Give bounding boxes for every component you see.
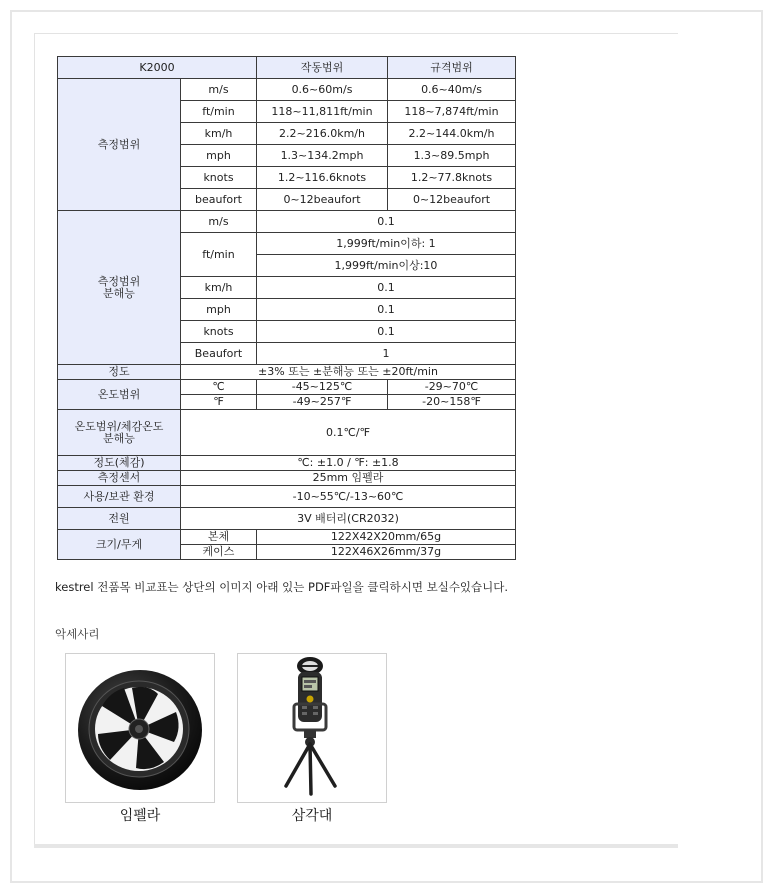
spec-table	[57, 56, 516, 560]
resolution-label	[58, 211, 181, 365]
tripod-caption: 삼각대	[291, 808, 333, 824]
tripod-image	[238, 654, 386, 802]
environment-label: 사용/보관 환경	[58, 486, 181, 508]
table-row	[58, 530, 516, 545]
temp-range-label: 온도범위	[58, 380, 181, 410]
temp-accuracy-value: ℃: ±1.0 / ℉: ±1.8	[181, 456, 516, 471]
measure-range-label: 측정범위	[58, 79, 181, 211]
power-label: 전원	[58, 508, 181, 530]
resolution-label-line2: 분해능	[103, 286, 135, 300]
panel-bottom-border	[34, 844, 678, 848]
operating-cell: -49~257℉	[257, 395, 388, 410]
temp-resolution-label	[58, 410, 181, 456]
tripod-thumbnail[interactable]	[237, 653, 387, 803]
spec-cell: 1.2~77.8knots	[388, 167, 516, 189]
operating-cell: 1.3~134.2mph	[257, 145, 388, 167]
operating-cell: 0.6~60m/s	[257, 79, 388, 101]
operating-cell: -45~125℃	[257, 380, 388, 395]
operating-cell: 118~11,811ft/min	[257, 101, 388, 123]
unit-cell: ℉	[181, 395, 257, 410]
environment-value: -10~55℃/-13~60℃	[181, 486, 516, 508]
table-row	[58, 79, 516, 101]
meter-screen	[302, 677, 318, 691]
spec-cell: -29~70℃	[388, 380, 516, 395]
value-cell: 0.1	[257, 321, 516, 343]
model-header: K2000	[58, 57, 257, 79]
unit-cell: km/h	[181, 123, 257, 145]
spec-range-header: 규격범위	[388, 57, 516, 79]
unit-cell: ft/min	[181, 101, 257, 123]
spec-cell: 0~12beaufort	[388, 189, 516, 211]
table-row	[58, 365, 516, 380]
operating-cell: 1.2~116.6knots	[257, 167, 388, 189]
unit-cell: Beaufort	[181, 343, 257, 365]
unit-cell: m/s	[181, 79, 257, 101]
table-row	[58, 508, 516, 530]
temp-resolution-value: 0.1℃/℉	[181, 410, 516, 456]
unit-cell: knots	[181, 167, 257, 189]
accuracy-value: ±3% 또는 ±분해능 또는 ±20ft/min	[181, 365, 516, 380]
comparison-note: kestrel 전품목 비교표는 상단의 이미지 아래 있는 PDF파일을 클릭하시면 보실수있습니다.	[55, 580, 509, 594]
impeller-caption: 임펠라	[119, 808, 161, 824]
operating-cell: 2.2~216.0km/h	[257, 123, 388, 145]
value-cell: 0.1	[257, 299, 516, 321]
table-row	[58, 486, 516, 508]
spec-cell: 1.3~89.5mph	[388, 145, 516, 167]
impeller-image	[66, 654, 214, 802]
value-cell: 1	[257, 343, 516, 365]
impeller-thumbnail[interactable]	[65, 653, 215, 803]
table-row	[58, 471, 516, 486]
table-row	[58, 456, 516, 471]
accuracy-label: 정도	[58, 365, 181, 380]
unit-cell: mph	[181, 299, 257, 321]
value-cell: 0.1	[257, 277, 516, 299]
temp-resolution-label-line1: 온도범위/체감온도	[74, 419, 164, 433]
spec-cell: 118~7,874ft/min	[388, 101, 516, 123]
sensor-label: 측정센서	[58, 471, 181, 486]
unit-cell: ft/min	[181, 233, 257, 277]
accessories-title: 악세사리	[55, 627, 100, 641]
body-value: 122X42X20mm/65g	[257, 530, 516, 545]
unit-cell: ℃	[181, 380, 257, 395]
size-weight-label: 크기/무게	[58, 530, 181, 560]
case-value: 122X46X26mm/37g	[257, 545, 516, 560]
temp-resolution-label-line2: 분해능	[103, 431, 135, 445]
value-cell: 0.1	[257, 211, 516, 233]
value-cell: 1,999ft/min이하: 1	[257, 233, 516, 255]
operating-cell: 0~12beaufort	[257, 189, 388, 211]
temp-accuracy-label: 정도(체감)	[58, 456, 181, 471]
spec-cell: -20~158℉	[388, 395, 516, 410]
unit-cell: m/s	[181, 211, 257, 233]
table-row	[58, 410, 516, 456]
case-label: 케이스	[181, 545, 257, 560]
body-label: 본체	[181, 530, 257, 545]
unit-cell: knots	[181, 321, 257, 343]
value-cell: 1,999ft/min이상:10	[257, 255, 516, 277]
operating-range-header: 작동범위	[257, 57, 388, 79]
unit-cell: km/h	[181, 277, 257, 299]
power-value: 3V 배터리(CR2032)	[181, 508, 516, 530]
resolution-label-line1: 측정범위	[97, 274, 141, 288]
spec-cell: 2.2~144.0km/h	[388, 123, 516, 145]
tripod-legs	[286, 744, 335, 794]
sensor-value: 25mm 임펠라	[181, 471, 516, 486]
table-header-row	[58, 57, 516, 79]
spec-cell: 0.6~40m/s	[388, 79, 516, 101]
table-row	[58, 380, 516, 395]
unit-cell: mph	[181, 145, 257, 167]
table-row	[58, 211, 516, 233]
unit-cell: beaufort	[181, 189, 257, 211]
